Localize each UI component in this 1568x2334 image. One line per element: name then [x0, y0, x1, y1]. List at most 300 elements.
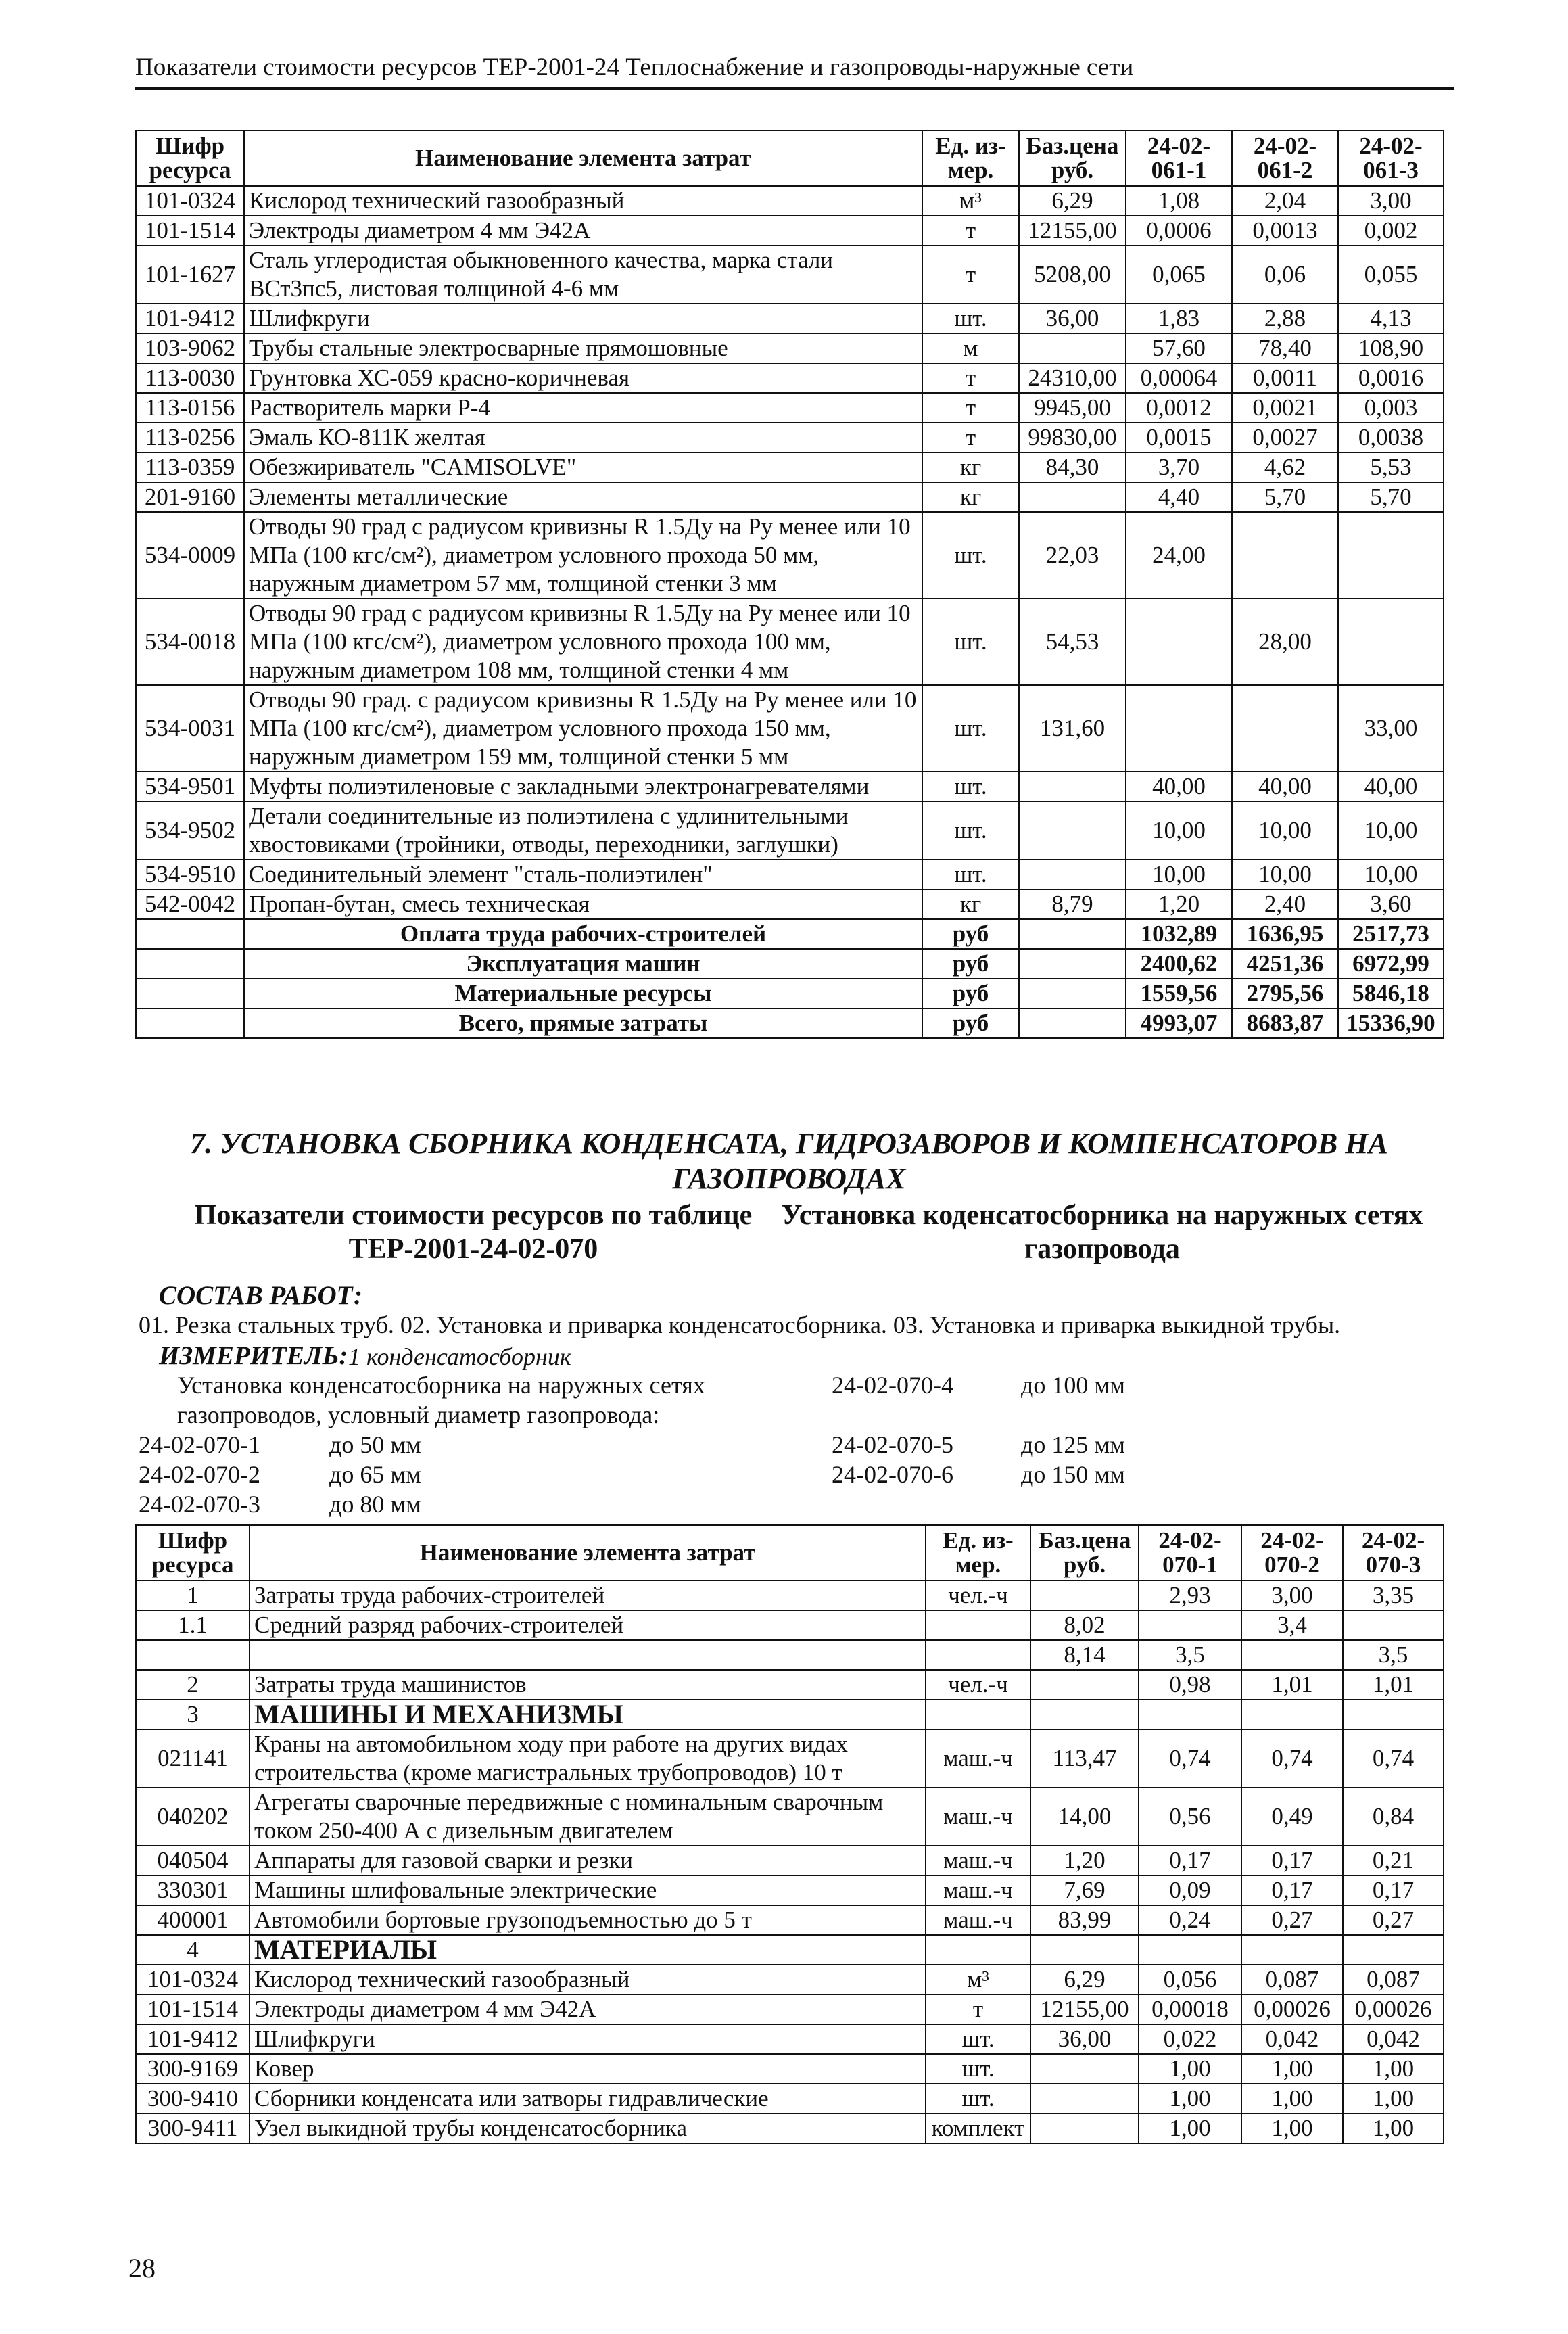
column-header: 24-02- 070-2: [1241, 1525, 1343, 1581]
cell-value: 36,00: [1030, 2024, 1139, 2054]
cell-value: 1,01: [1241, 1670, 1343, 1700]
cell-value: т: [922, 363, 1019, 393]
total-value: 2517,73: [1338, 919, 1444, 949]
cell-value: 2,93: [1139, 1581, 1241, 1610]
cell-value: 24,00: [1126, 512, 1232, 599]
cell-value: м³: [926, 1965, 1030, 1994]
resource-name: Машины шлифовальные электрические: [250, 1875, 926, 1905]
cell-value: 1,00: [1139, 2114, 1241, 2143]
cell-value: 1,00: [1241, 2054, 1343, 2084]
total-name: Эксплуатация машин: [244, 949, 922, 979]
table-row: [136, 393, 1444, 423]
resource-name: Узел выкидной трубы конденсатосборника: [250, 2114, 926, 2143]
resource-code: 534-0009: [136, 512, 244, 599]
cell-value: т: [926, 1994, 1030, 2024]
resource-code: 101-0324: [136, 186, 244, 216]
cell-value: 3,35: [1343, 1581, 1444, 1610]
table-row: [136, 363, 1444, 393]
table-row: [136, 1729, 1444, 1788]
resource-name: Кислород технический газообразный: [244, 186, 922, 216]
resource-code: 534-9502: [136, 801, 244, 860]
table-row: [136, 482, 1444, 512]
cell-value: 0,0016: [1338, 363, 1444, 393]
code-2-value: до 65 мм: [329, 1461, 421, 1488]
cell-value: 8,14: [1030, 1640, 1139, 1670]
table-row: [136, 860, 1444, 889]
cell-value: т: [922, 246, 1019, 304]
code-3: 24-02-070-3: [139, 1491, 260, 1518]
cell-value: т: [922, 216, 1019, 246]
total-row: [136, 949, 1444, 979]
cell-value: 0,0011: [1232, 363, 1338, 393]
install-text-2: газопроводов, условный диаметр газопровода:: [177, 1401, 660, 1428]
cell-value: 84,30: [1019, 452, 1126, 482]
table-row: [136, 1670, 1444, 1700]
cell-value: 0,84: [1343, 1788, 1444, 1846]
empty-cell: [1019, 979, 1126, 1008]
cell-value: 33,00: [1338, 685, 1444, 772]
cell-value: 28,00: [1232, 599, 1338, 685]
resource-code: 040202: [136, 1788, 250, 1846]
cell-value: шт.: [922, 512, 1019, 599]
cell-value: 54,53: [1019, 599, 1126, 685]
section-7-title: 7. УСТАНОВКА СБОРНИКА КОНДЕНСАТА, ГИДРОЗАВОРОВ И КОМПЕНСАТОРОВ НА ГАЗОПРОВОДАХ: [190, 1127, 1388, 1195]
resource-name: Электроды диаметром 4 мм Э42А: [250, 1994, 926, 2024]
cell-value: [1030, 1700, 1139, 1729]
cell-value: 0,17: [1139, 1846, 1241, 1875]
works-label: СОСТАВ РАБОТ:: [159, 1281, 362, 1310]
works-text: 01. Резка стальных труб. 02. Установка и приварка конденсатосборника. 03. Установка и приварка выкидной трубы.: [139, 1311, 1341, 1338]
resource-name: Шлифкруги: [244, 304, 922, 333]
total-name: Всего, прямые затраты: [244, 1008, 922, 1038]
resource-name: Соединительный элемент "сталь-полиэтилен": [244, 860, 922, 889]
cell-value: 2,88: [1232, 304, 1338, 333]
resource-name: МАТЕРИАЛЫ: [250, 1935, 926, 1965]
column-header: 24-02- 070-3: [1343, 1525, 1444, 1581]
cell-value: 0,98: [1139, 1670, 1241, 1700]
cell-value: шт.: [922, 860, 1019, 889]
column-header: 24-02- 061-2: [1232, 131, 1338, 186]
table-row: [136, 1788, 1444, 1846]
resource-name: Аппараты для газовой сварки и резки: [250, 1846, 926, 1875]
cell-value: 0,056: [1139, 1965, 1241, 1994]
resource-name: Агрегаты сварочные передвижные с номинальным сварочным током 250-400 А с дизельным двигателем: [250, 1788, 926, 1846]
cell-value: 0,065: [1126, 246, 1232, 304]
resource-code: 101-1514: [136, 216, 244, 246]
resource-name: Краны на автомобильном ходу при работе на других видах строительства (кроме магистральных трубопроводов) 10 т: [250, 1729, 926, 1788]
total-name: Материальные ресурсы: [244, 979, 922, 1008]
cell-value: [1030, 2084, 1139, 2114]
table-row: [136, 1610, 1444, 1640]
cell-value: [1019, 860, 1126, 889]
resource-name: Пропан-бутан, смесь техническая: [244, 889, 922, 919]
cell-value: [926, 1700, 1030, 1729]
cell-value: 0,56: [1139, 1788, 1241, 1846]
total-row: [136, 1008, 1444, 1038]
total-value: 1032,89: [1126, 919, 1232, 949]
cell-value: [1241, 1935, 1343, 1965]
cell-value: 2,04: [1232, 186, 1338, 216]
resource-code: 3: [136, 1700, 250, 1729]
total-row: [136, 919, 1444, 949]
cell-value: 3,4: [1241, 1610, 1343, 1640]
cell-value: 131,60: [1019, 685, 1126, 772]
resource-name: Сталь углеродистая обыкновенного качества, марка стали ВСт3пс5, листовая толщиной 4-6 мм: [244, 246, 922, 304]
cell-value: 0,21: [1343, 1846, 1444, 1875]
table-row: [136, 452, 1444, 482]
cell-value: 40,00: [1338, 772, 1444, 801]
table-row: [136, 599, 1444, 685]
cell-value: маш.-ч: [926, 1788, 1030, 1846]
indicators-table-title: Установка коденсатосборника на наружных сетях газопровода: [781, 1200, 1423, 1265]
cell-value: [1019, 333, 1126, 363]
code-5: 24-02-070-5: [832, 1431, 953, 1458]
cell-value: 113,47: [1030, 1729, 1139, 1788]
cell-value: 1,00: [1343, 2114, 1444, 2143]
column-header: 24-02- 070-1: [1139, 1525, 1241, 1581]
resource-code: 1: [136, 1581, 250, 1610]
header-row: [136, 131, 1444, 186]
cell-value: шт.: [922, 772, 1019, 801]
cell-value: 0,0027: [1232, 423, 1338, 452]
resource-code: [136, 1640, 250, 1670]
cell-value: шт.: [926, 2024, 1030, 2054]
total-name: Оплата труда рабочих-строителей: [244, 919, 922, 949]
resource-name: Шлифкруги: [250, 2024, 926, 2054]
cell-value: шт.: [922, 801, 1019, 860]
resource-code: 1.1: [136, 1610, 250, 1640]
page-header: Показатели стоимости ресурсов ТЕР-2001-24 Теплоснабжение и газопроводы-наружные сети: [135, 53, 1134, 81]
total-value: 2795,56: [1232, 979, 1338, 1008]
cell-value: 0,74: [1139, 1729, 1241, 1788]
cell-value: т: [922, 393, 1019, 423]
cell-value: [1019, 482, 1126, 512]
resource-name: Детали соединительные из полиэтилена с удлинительными хвостовиками (тройники, отводы, переходники, заглушки): [244, 801, 922, 860]
resource-code: 101-1627: [136, 246, 244, 304]
table-row: [136, 1581, 1444, 1610]
resource-name: Отводы 90 град с радиусом кривизны R 1.5Ду на Ру менее или 10 МПа (100 кгс/см²), диаметром условного прохода 50 мм, наружным диаметром 57 мм, толщиной стенки 3 мм: [244, 512, 922, 599]
cell-value: [926, 1935, 1030, 1965]
cell-value: [1338, 599, 1444, 685]
header-rule: [135, 87, 1454, 90]
table-row: [136, 772, 1444, 801]
empty-cell: [136, 1008, 244, 1038]
cell-value: 5,70: [1232, 482, 1338, 512]
table-row: [136, 1935, 1444, 1965]
cell-value: 0,00026: [1343, 1994, 1444, 2024]
table-row: [136, 1965, 1444, 1994]
resource-table-070: [135, 1524, 1444, 2144]
resource-name: Средний разряд рабочих-строителей: [250, 1610, 926, 1640]
empty-cell: [1019, 1008, 1126, 1038]
cell-value: 9945,00: [1019, 393, 1126, 423]
table-row: [136, 333, 1444, 363]
code-6: 24-02-070-6: [832, 1461, 953, 1488]
cell-value: 1,00: [1241, 2084, 1343, 2114]
resource-code: 330301: [136, 1875, 250, 1905]
cell-value: маш.-ч: [926, 1905, 1030, 1935]
cell-value: 8,02: [1030, 1610, 1139, 1640]
resource-code: 021141: [136, 1729, 250, 1788]
cell-value: 108,90: [1338, 333, 1444, 363]
resource-name: Электроды диаметром 4 мм Э42А: [244, 216, 922, 246]
cell-value: 0,0013: [1232, 216, 1338, 246]
cell-value: 0,042: [1241, 2024, 1343, 2054]
code-4-value: до 100 мм: [1021, 1372, 1125, 1399]
column-header: Наименование элемента затрат: [244, 131, 922, 186]
total-unit: руб: [922, 919, 1019, 949]
resource-code: 534-0018: [136, 599, 244, 685]
table-row: [136, 1846, 1444, 1875]
cell-value: 0,003: [1338, 393, 1444, 423]
cell-value: 83,99: [1030, 1905, 1139, 1935]
cell-value: комплект: [926, 2114, 1030, 2143]
total-value: 4993,07: [1126, 1008, 1232, 1038]
column-header: Баз.цена руб.: [1019, 131, 1126, 186]
cell-value: 0,27: [1241, 1905, 1343, 1935]
resource-name: Элементы металлические: [244, 482, 922, 512]
table-row: [136, 423, 1444, 452]
column-header: Шифр ресурса: [136, 1525, 250, 1581]
table-row: [136, 216, 1444, 246]
cell-value: 7,69: [1030, 1875, 1139, 1905]
cell-value: [1139, 1935, 1241, 1965]
cell-value: [1241, 1700, 1343, 1729]
resource-code: 101-9412: [136, 2024, 250, 2054]
resource-code: 201-9160: [136, 482, 244, 512]
resource-code: 2: [136, 1670, 250, 1700]
table-row: [136, 1640, 1444, 1670]
code-1-value: до 50 мм: [329, 1431, 421, 1458]
cell-value: маш.-ч: [926, 1729, 1030, 1788]
cell-value: шт.: [922, 599, 1019, 685]
resource-code: 534-9501: [136, 772, 244, 801]
table-row: [136, 512, 1444, 599]
cell-value: 0,00064: [1126, 363, 1232, 393]
table-row: [136, 2024, 1444, 2054]
resource-code: 113-0156: [136, 393, 244, 423]
column-header: Ед. из- мер.: [922, 131, 1019, 186]
cell-value: 1,20: [1030, 1846, 1139, 1875]
table-row: [136, 186, 1444, 216]
resource-name: Трубы стальные электросварные прямошовные: [244, 333, 922, 363]
resource-name: Ковер: [250, 2054, 926, 2084]
cell-value: 6,29: [1019, 186, 1126, 216]
resource-code: 101-9412: [136, 304, 244, 333]
resource-name: Муфты полиэтиленовые с закладными электронагревателями: [244, 772, 922, 801]
resource-code: 542-0042: [136, 889, 244, 919]
total-value: 8683,87: [1232, 1008, 1338, 1038]
cell-value: 40,00: [1126, 772, 1232, 801]
total-value: 15336,90: [1338, 1008, 1444, 1038]
cell-value: кг: [922, 482, 1019, 512]
resource-code: 113-0256: [136, 423, 244, 452]
table-row: [136, 304, 1444, 333]
cell-value: [1030, 1935, 1139, 1965]
resource-name: Затраты труда машинистов: [250, 1670, 926, 1700]
resource-code: 103-9062: [136, 333, 244, 363]
cell-value: [1232, 512, 1338, 599]
cell-value: [1343, 1700, 1444, 1729]
cell-value: шт.: [922, 685, 1019, 772]
cell-value: [1019, 801, 1126, 860]
cell-value: м³: [922, 186, 1019, 216]
code-5-value: до 125 мм: [1021, 1431, 1125, 1458]
resource-code: 300-9411: [136, 2114, 250, 2143]
resource-code: 113-0030: [136, 363, 244, 393]
column-header: Ед. из- мер.: [926, 1525, 1030, 1581]
code-6-value: до 150 мм: [1021, 1461, 1125, 1488]
cell-value: [1343, 1935, 1444, 1965]
cell-value: 10,00: [1232, 860, 1338, 889]
cell-value: 4,40: [1126, 482, 1232, 512]
resource-name: Автомобили бортовые грузоподъемностью до 5 т: [250, 1905, 926, 1935]
empty-cell: [136, 949, 244, 979]
cell-value: 1,00: [1343, 2054, 1444, 2084]
cell-value: 1,20: [1126, 889, 1232, 919]
cell-value: 0,022: [1139, 2024, 1241, 2054]
cell-value: 24310,00: [1019, 363, 1126, 393]
cell-value: [1030, 1581, 1139, 1610]
page-number: 28: [128, 2253, 156, 2283]
cell-value: 0,17: [1241, 1875, 1343, 1905]
cell-value: [1030, 2054, 1139, 2084]
cell-value: 0,002: [1338, 216, 1444, 246]
cell-value: 1,00: [1241, 2114, 1343, 2143]
cell-value: 1,08: [1126, 186, 1232, 216]
cell-value: 10,00: [1338, 801, 1444, 860]
cell-value: 1,83: [1126, 304, 1232, 333]
cell-value: [1232, 685, 1338, 772]
cell-value: 78,40: [1232, 333, 1338, 363]
cell-value: 10,00: [1126, 860, 1232, 889]
cell-value: 0,06: [1232, 246, 1338, 304]
cell-value: 3,70: [1126, 452, 1232, 482]
total-row: [136, 979, 1444, 1008]
resource-code: 101-0324: [136, 1965, 250, 1994]
cell-value: 0,0021: [1232, 393, 1338, 423]
cell-value: 0,087: [1343, 1965, 1444, 1994]
total-value: 2400,62: [1126, 949, 1232, 979]
cell-value: [1343, 1610, 1444, 1640]
resource-name: [250, 1640, 926, 1670]
install-text-1: Установка конденсатосборника на наружных сетях: [177, 1372, 705, 1399]
meter-label: ИЗМЕРИТЕЛЬ:: [159, 1341, 348, 1370]
resource-name: Обезжириватель "CAMISOLVE": [244, 452, 922, 482]
cell-value: т: [922, 423, 1019, 452]
table-row: [136, 685, 1444, 772]
cell-value: 0,0015: [1126, 423, 1232, 452]
resource-code: 534-0031: [136, 685, 244, 772]
total-value: 5846,18: [1338, 979, 1444, 1008]
table-row: [136, 2084, 1444, 2114]
cell-value: 0,24: [1139, 1905, 1241, 1935]
resource-code: 300-9169: [136, 2054, 250, 2084]
cell-value: 0,0006: [1126, 216, 1232, 246]
code-4: 24-02-070-4: [832, 1372, 953, 1399]
resource-code: 113-0359: [136, 452, 244, 482]
cell-value: [1126, 685, 1232, 772]
resource-code: 300-9410: [136, 2084, 250, 2114]
table-row: [136, 801, 1444, 860]
column-header: 24-02- 061-3: [1338, 131, 1444, 186]
cell-value: м: [922, 333, 1019, 363]
cell-value: 5,53: [1338, 452, 1444, 482]
cell-value: 0,0038: [1338, 423, 1444, 452]
cell-value: чел.-ч: [926, 1670, 1030, 1700]
cell-value: 1,01: [1343, 1670, 1444, 1700]
cell-value: [926, 1610, 1030, 1640]
cell-value: 3,60: [1338, 889, 1444, 919]
resource-name: Кислород технический газообразный: [250, 1965, 926, 1994]
cell-value: 5,70: [1338, 482, 1444, 512]
total-unit: руб: [922, 949, 1019, 979]
empty-cell: [1019, 949, 1126, 979]
indicators-table-ref: Показатели стоимости ресурсов по таблице ТЕР-2001-24-02-070: [194, 1200, 753, 1265]
cell-value: 3,5: [1139, 1640, 1241, 1670]
cell-value: шт.: [922, 304, 1019, 333]
cell-value: 0,055: [1338, 246, 1444, 304]
cell-value: 6,29: [1030, 1965, 1139, 1994]
cell-value: [1241, 1640, 1343, 1670]
cell-value: 0,087: [1241, 1965, 1343, 1994]
cell-value: 0,042: [1343, 2024, 1444, 2054]
column-header: Наименование элемента затрат: [250, 1525, 926, 1581]
cell-value: 4,62: [1232, 452, 1338, 482]
cell-value: 0,09: [1139, 1875, 1241, 1905]
table-row: [136, 1905, 1444, 1935]
cell-value: 10,00: [1338, 860, 1444, 889]
cell-value: 2,40: [1232, 889, 1338, 919]
cell-value: 0,74: [1343, 1729, 1444, 1788]
cell-value: шт.: [926, 2084, 1030, 2114]
cell-value: [1139, 1610, 1241, 1640]
cell-value: 10,00: [1126, 801, 1232, 860]
column-header: Шифр ресурса: [136, 131, 244, 186]
column-header: Баз.цена руб.: [1030, 1525, 1139, 1581]
resource-name: МАШИНЫ И МЕХАНИЗМЫ: [250, 1700, 926, 1729]
cell-value: [1139, 1700, 1241, 1729]
total-unit: руб: [922, 1008, 1019, 1038]
cell-value: 3,00: [1338, 186, 1444, 216]
cell-value: 3,5: [1343, 1640, 1444, 1670]
empty-cell: [136, 919, 244, 949]
cell-value: 14,00: [1030, 1788, 1139, 1846]
resource-table-061: [135, 130, 1444, 1039]
total-value: 6972,99: [1338, 949, 1444, 979]
resource-name: Отводы 90 град. с радиусом кривизны R 1.5Ду на Ру менее или 10 МПа (100 кгс/см²), диаметром условного прохода 150 мм, наружным диаметром 159 мм, толщиной стенки 5 мм: [244, 685, 922, 772]
code-3-value: до 80 мм: [329, 1491, 421, 1518]
cell-value: 0,17: [1241, 1846, 1343, 1875]
resource-name: Сборники конденсата или затворы гидравлические: [250, 2084, 926, 2114]
cell-value: 0,49: [1241, 1788, 1343, 1846]
total-value: 4251,36: [1232, 949, 1338, 979]
cell-value: 99830,00: [1019, 423, 1126, 452]
cell-value: [1030, 2114, 1139, 2143]
cell-value: 5208,00: [1019, 246, 1126, 304]
cell-value: 1,00: [1139, 2084, 1241, 2114]
cell-value: 10,00: [1232, 801, 1338, 860]
meter-text: 1 конденсатосборник: [348, 1343, 571, 1370]
cell-value: маш.-ч: [926, 1846, 1030, 1875]
table-row: [136, 246, 1444, 304]
table-row: [136, 2054, 1444, 2084]
code-2: 24-02-070-2: [139, 1461, 260, 1488]
cell-value: кг: [922, 889, 1019, 919]
resource-name: Растворитель марки Р-4: [244, 393, 922, 423]
cell-value: 12155,00: [1019, 216, 1126, 246]
empty-cell: [1019, 919, 1126, 949]
